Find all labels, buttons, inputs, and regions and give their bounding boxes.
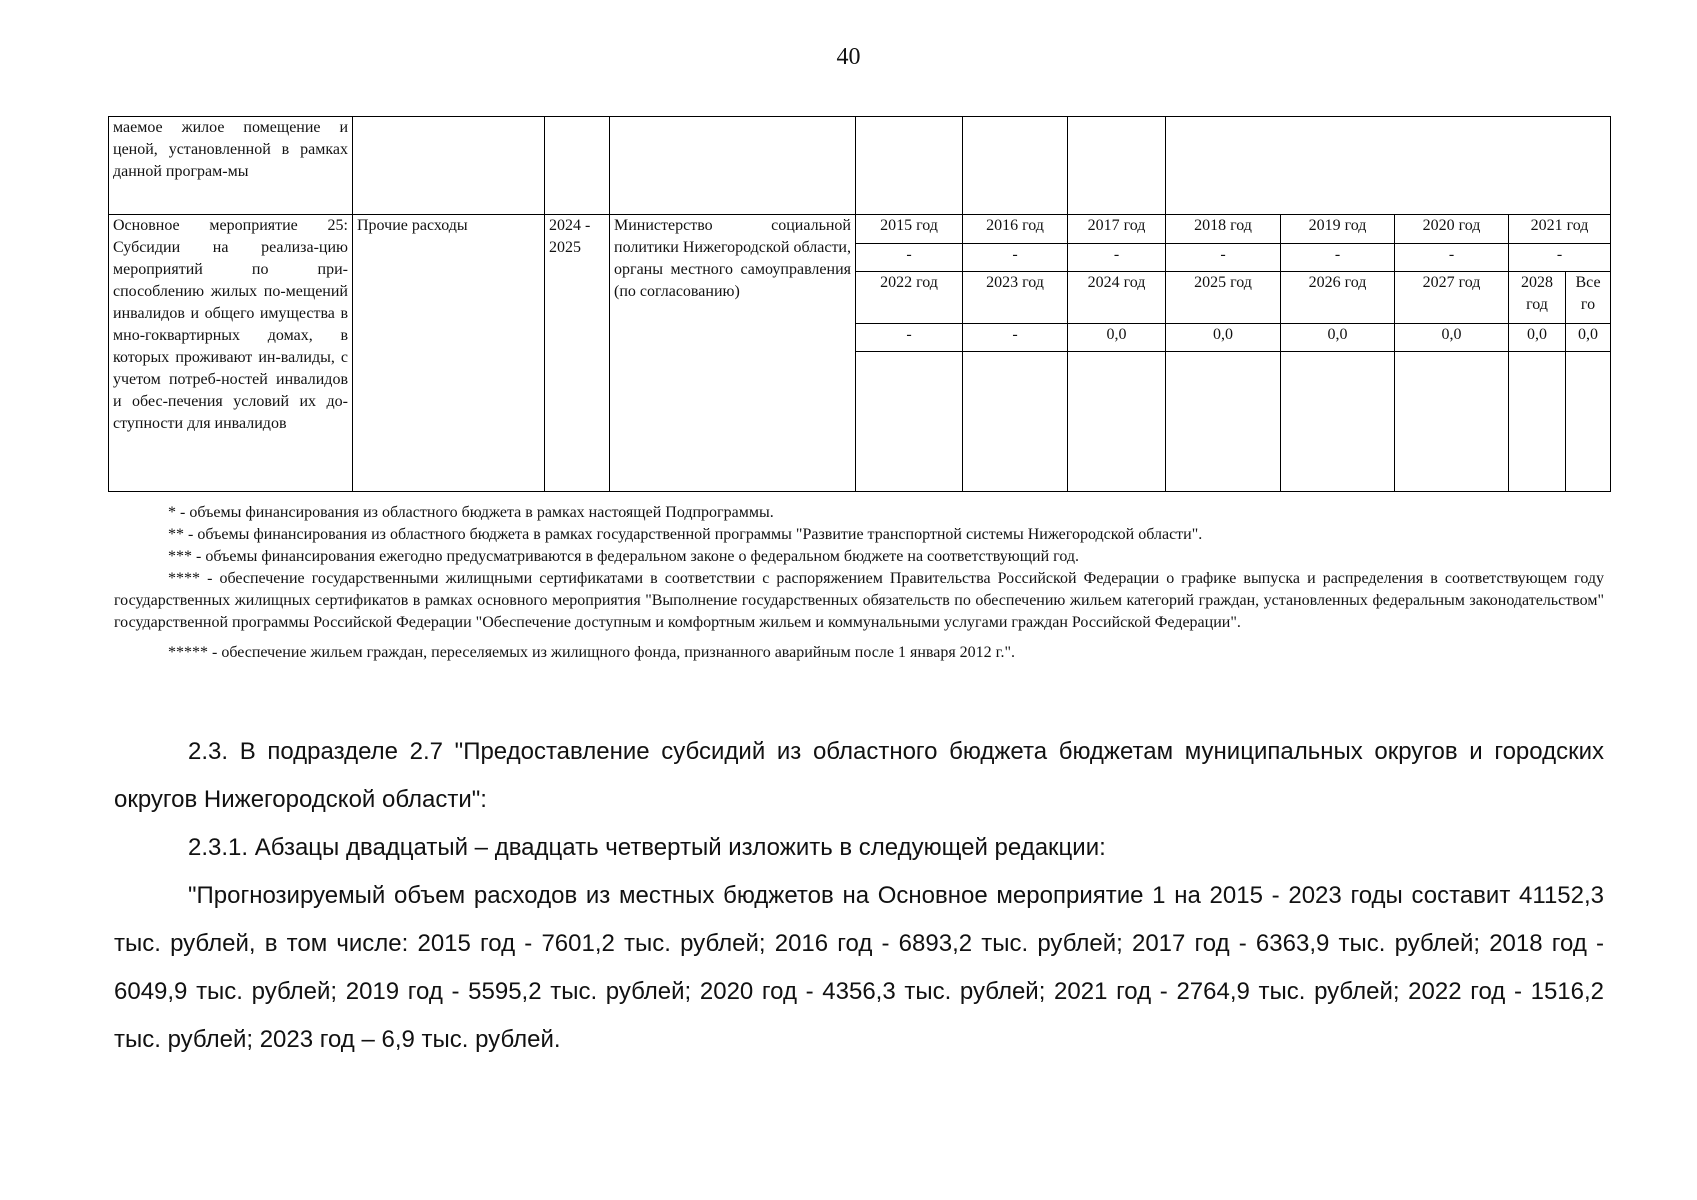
footnote-4: **** - обеспечение государственными жилищными сертификатами в соответствии с распоряжением Правительства Российской Федерации о графике выпуска и распределения в соответствующем году государственных жилищных сертификатов в рамках основного мероприятия "Выполнение государственных обязательств по обеспечению жильем категорий граждан, установленных федеральным законодательством" государственной программы Российской Федерации "Обеспечение доступным и комфортным жильем и коммунальными услугами граждан Российской Федерации". <box>114 570 1604 631</box>
empty-cell <box>1395 352 1509 492</box>
year-value: 0,0 <box>1509 324 1566 352</box>
year-header: 2025 год <box>1166 272 1281 324</box>
table-row-years-top <box>109 215 1611 244</box>
implementation-period: 2024 - 2025 <box>545 215 610 492</box>
paragraph-forecast: "Прогнозируемый объем расходов из местных бюджетов на Основное мероприятие 1 на 2015 - 2023 годы составит 41152,3 тыс. рублей, в том числе: 2015 год - 7601,2 тыс. рублей; 2016 год - 6893,2 тыс. рублей; 2017 год - 6363,9 тыс. рублей; 2018 год - 6049,9 тыс. рублей; 2019 год - 5595,2 тыс. рублей; 2020 год - 4356,3 тыс. рублей; 2021 год - 2764,9 тыс. рублей; 2022 год - 1516,2 тыс. рублей; 2023 год – 6,9 тыс. рублей. <box>114 882 1604 1053</box>
empty-cell <box>353 117 545 215</box>
year-value: 0,0 <box>1068 324 1166 352</box>
empty-cell <box>856 352 963 492</box>
empty-cell <box>610 117 856 215</box>
footnote-3: *** - объемы финансирования ежегодно предусматриваются в федеральном законе о федеральном бюджете на соответствующий год. <box>168 548 1080 565</box>
year-header: 2015 год <box>856 215 963 244</box>
empty-cell <box>1166 352 1281 492</box>
empty-cell <box>1281 352 1395 492</box>
year-value: - <box>1068 244 1166 272</box>
empty-cell <box>545 117 610 215</box>
year-header: 2021 год <box>1509 215 1611 244</box>
year-header: 2016 год <box>963 215 1068 244</box>
year-value: - <box>1395 244 1509 272</box>
footnote-2: ** - объемы финансирования из областного бюджета в рамках государственной программы "Развитие транспортной системы Нижегородской области". <box>168 526 1203 543</box>
empty-cell <box>1166 117 1611 215</box>
year-value: 0,0 <box>1166 324 1281 352</box>
year-value: - <box>856 324 963 352</box>
total-header: Все го <box>1566 272 1611 324</box>
empty-cell <box>856 117 963 215</box>
page-number: 40 <box>836 44 861 70</box>
paragraph-2-3: 2.3. В подразделе 2.7 "Предоставление субсидий из областного бюджета бюджетам муниципальных округов и городских округов Нижегородской области": <box>114 738 1604 813</box>
year-value: - <box>1281 244 1395 272</box>
empty-cell <box>963 117 1068 215</box>
footnote-5: ***** - обеспечение жильем граждан, переселяемых из жилищного фонда, признанного аварийным после 1 января 2012 г.". <box>168 644 1015 661</box>
year-value: 0,0 <box>1395 324 1509 352</box>
year-header: 2019 год <box>1281 215 1395 244</box>
empty-cell <box>1068 352 1166 492</box>
expense-type: Прочие расходы <box>353 215 545 492</box>
executor: Министерство социальной политики Нижегородской области, органы местного самоуправления (по согласованию) <box>610 215 856 492</box>
body-text <box>114 728 1604 1064</box>
continued-description: маемое жилое помещение и ценой, установленной в рамках данной програм-мы <box>109 117 353 215</box>
year-header: 2027 год <box>1395 272 1509 324</box>
footnote-1: * - объемы финансирования из областного бюджета в рамках настоящей Подпрограммы. <box>168 504 774 521</box>
year-value: - <box>1166 244 1281 272</box>
year-header: 2026 год <box>1281 272 1395 324</box>
empty-cell <box>963 352 1068 492</box>
year-value: - <box>963 324 1068 352</box>
year-value: - <box>1509 244 1611 272</box>
year-header: 2028 год <box>1509 272 1566 324</box>
year-header: 2020 год <box>1395 215 1509 244</box>
year-value: 0,0 <box>1281 324 1395 352</box>
year-header: 2018 год <box>1166 215 1281 244</box>
table-row-continued <box>109 117 1611 215</box>
total-value: 0,0 <box>1566 324 1611 352</box>
program-table <box>108 116 1611 492</box>
empty-cell <box>1068 117 1166 215</box>
footnotes <box>114 502 1604 664</box>
year-header: 2017 год <box>1068 215 1166 244</box>
year-value: - <box>856 244 963 272</box>
year-value: - <box>963 244 1068 272</box>
empty-cell <box>1509 352 1566 492</box>
measure-title: Основное мероприятие 25: Субсидии на реализа-цию мероприятий по при-способлению жилых по-мещений инвалидов и общего имущества в мно-гоквартирных домах, в которых проживают ин-валиды, с учетом потреб-ностей инвалидов и обес-печения условий их до-ступности для инвалидов <box>109 215 353 492</box>
empty-cell <box>1566 352 1611 492</box>
year-header: 2022 год <box>856 272 963 324</box>
year-header: 2024 год <box>1068 272 1166 324</box>
paragraph-2-3-1: 2.3.1. Абзацы двадцатый – двадцать четвертый изложить в следующей редакции: <box>188 834 1106 861</box>
year-header: 2023 год <box>963 272 1068 324</box>
